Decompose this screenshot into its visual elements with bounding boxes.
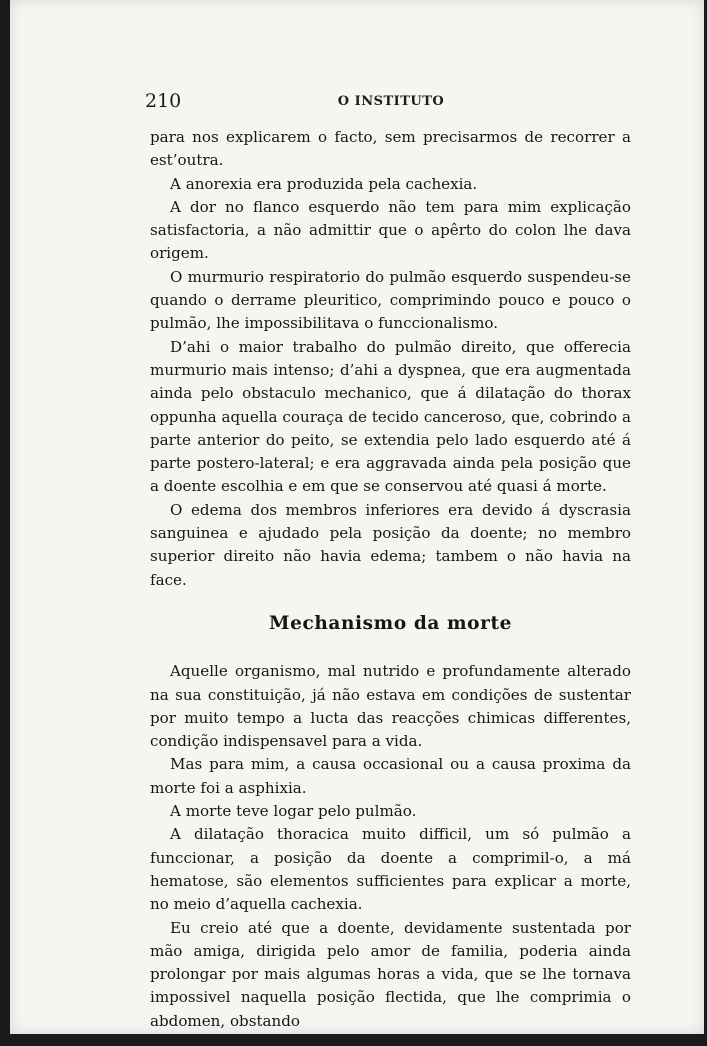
running-title: O INSTITUTO: [337, 94, 445, 109]
paragraph: A morte teve logar pelo pulmão.: [170, 802, 417, 821]
paragraph: O edema dos membros inferiores era devido á dyscrasia sanguinea e ajudado pela posição da doente; no membro superior direito não havia edema; tambem o não havia na face.: [150, 500, 631, 589]
paragraph: A dor no flanco esquerdo não tem para mim explicação satisfactoria, a não admittir que o apêrto do colon lhe dava origem.: [150, 197, 631, 263]
page-header: [145, 90, 637, 114]
body-text: [150, 126, 631, 1033]
paragraph: para nos explicarem o facto, sem precisarmos de recorrer a est’outra.: [150, 128, 631, 170]
paragraph: Eu creio até que a doente, devidamente sustentada por mão amiga, dirigida pelo amor de familia, poderia ainda prolongar por mais algumas horas a vida, que se lhe tornava impossivel naquella posição flectida, que lhe comprimia o abdomen, obstando: [150, 918, 631, 1030]
book-page: [10, 0, 704, 1034]
page-number: 210: [145, 90, 182, 112]
paragraph: A dilatação thoracica muito difficil, um só pulmão a funccionar, a posição da doente a comprimil-o, a má hematose, são elementos sufficientes para explicar a morte, no meio d’aquella cachexia.: [150, 825, 631, 914]
paragraph: A anorexia era produzida pela cachexia.: [170, 174, 478, 193]
paragraph: D’ahi o maior trabalho do pulmão direito, que offerecia murmurio mais intenso; d’ahi a dyspnea, que era augmentada ainda pelo obstaculo mechanico, que á dilatação do thorax oppunha aquella couraça de tecido canceroso, que, cobrindo a parte anterior do peito, se extendia pelo lado esquerdo até á parte postero-lateral; e era aggravada ainda pela posição que a doente escolhia e em que se conservou até quasi á morte.: [150, 337, 631, 496]
paragraph: O murmurio respiratorio do pulmão esquerdo suspendeu-se quando o derrame pleuritico, comprimindo pouco e pouco o pulmão, lhe impossibilitava o funccionalismo.: [150, 267, 631, 333]
paragraph: Mas para mim, a causa occasional ou a causa proxima da morte foi a asphixia.: [150, 755, 631, 797]
section-heading: Mechanismo da morte: [269, 612, 512, 634]
paragraph: Aquelle organismo, mal nutrido e profundamente alterado na sua constituição, já não estava em condições de sustentar por muito tempo a lucta das reacções chimicas differentes, condição indispensavel para a vida.: [150, 662, 631, 751]
